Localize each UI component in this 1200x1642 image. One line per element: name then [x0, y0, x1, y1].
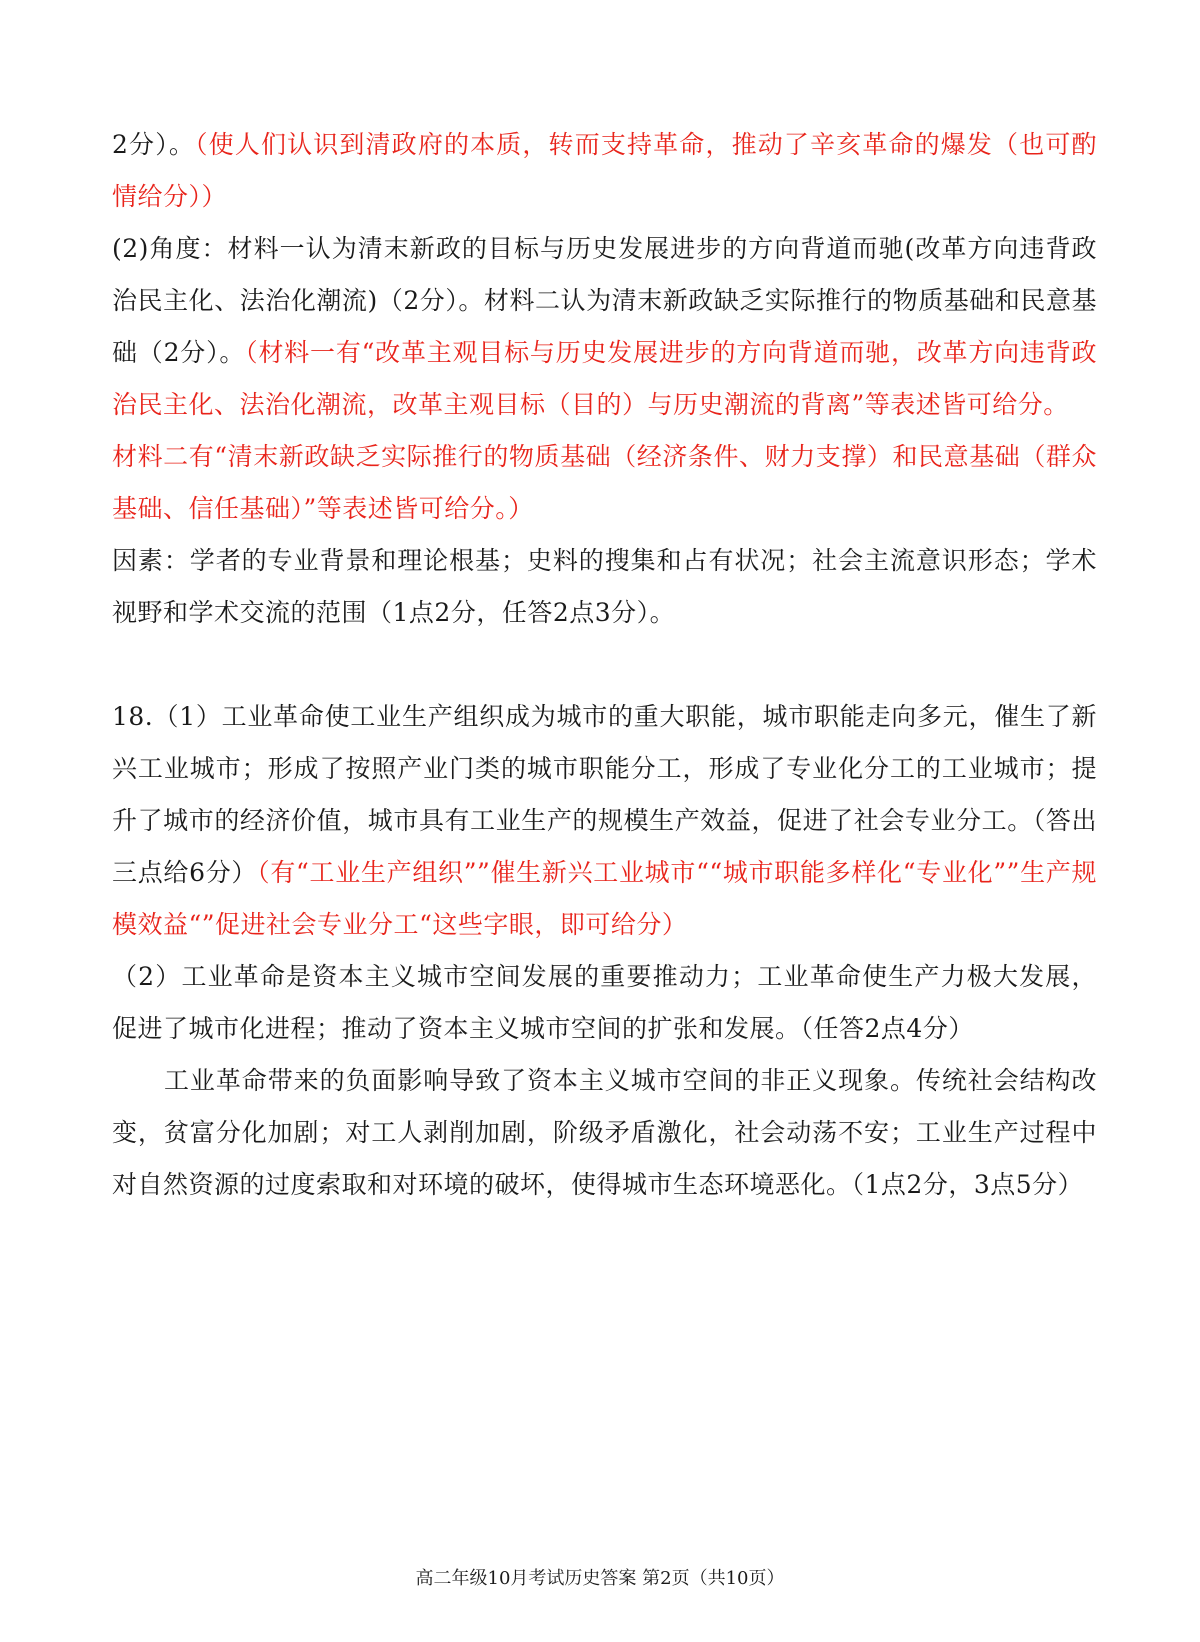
- page-footer: 高二年级10月考试历史答案 第2页（共10页）: [415, 1568, 785, 1589]
- q18-part3-answer: 工业革命带来的负面影响导致了资本主义城市空间的非正义现象。传统社会结构改变，贫富分化加剧；对工人剥削加剧，阶级矛盾激化，社会动荡不安；工业生产过程中对自然资源的过度索取和对环境的破坏，使得城市生态环境恶化。（1点2分，3点5分）: [112, 1066, 1097, 1199]
- q18-part1-answer: [112, 691, 1097, 951]
- q18-part1-text: 18.（1）工业革命使工业生产组织成为城市的重大职能，城市职能走向多元，催生了新兴工业城市；形成了按照产业门类的城市职能分工，形成了专业化分工的工业城市；提升了城市的经济价值，城市具有工业生产的规模生产效益，促进了社会专业分工。（答出三点给6分）: [112, 702, 1097, 887]
- q17-factors: 因素：学者的专业背景和理论根基；史料的搜集和占有状况；社会主流意识形态；学术视野和学术交流的范围（1点2分，任答2点3分）。: [112, 546, 1097, 627]
- q17-part1-ending: [112, 119, 1097, 223]
- section-spacer: [112, 639, 1097, 691]
- q17-part1-grading-note: （使人们认识到清政府的本质，转而支持革命，推动了辛亥革命的爆发（也可酌情给分））: [112, 130, 1097, 211]
- q17-part1-score: 2分）。: [112, 130, 195, 159]
- answer-content: [112, 119, 1097, 1211]
- q17-part2-text: (2)角度：材料一认为清末新政的目标与历史发展进步的方向背道而驰(改革方向违背政治民主化、法治化潮流)（2分）。材料二认为清末新政缺乏实际推行的物质基础和民意基础（2分）。: [112, 234, 1097, 367]
- q18-part2-answer: （2）工业革命是资本主义城市空间发展的重要推动力；工业革命使生产力极大发展，促进了城市化进程；推动了资本主义城市空间的扩张和发展。（任答2点4分）: [112, 962, 1097, 1043]
- q17-part2-grading-note-a: （材料一有“改革主观目标与历史发展进步的方向背道而驰，改革方向违背政治民主化、法治化潮流，改革主观目标（目的）与历史潮流的背离”等表述皆可给分。: [112, 338, 1097, 419]
- q17-part2-grading-note-b: 材料二有“清末新政缺乏实际推行的物质基础（经济条件、财力支撑）和民意基础（群众基础、信任基础）”等表述皆可给分。）: [112, 442, 1097, 523]
- q17-part2-answer: [112, 223, 1097, 431]
- q18-part1-grading-note: （有“工业生产组织””催生新兴工业城市““城市职能多样化“专业化””生产规模效益“”促进社会专业分工“这些字眼，即可给分）: [112, 858, 1098, 939]
